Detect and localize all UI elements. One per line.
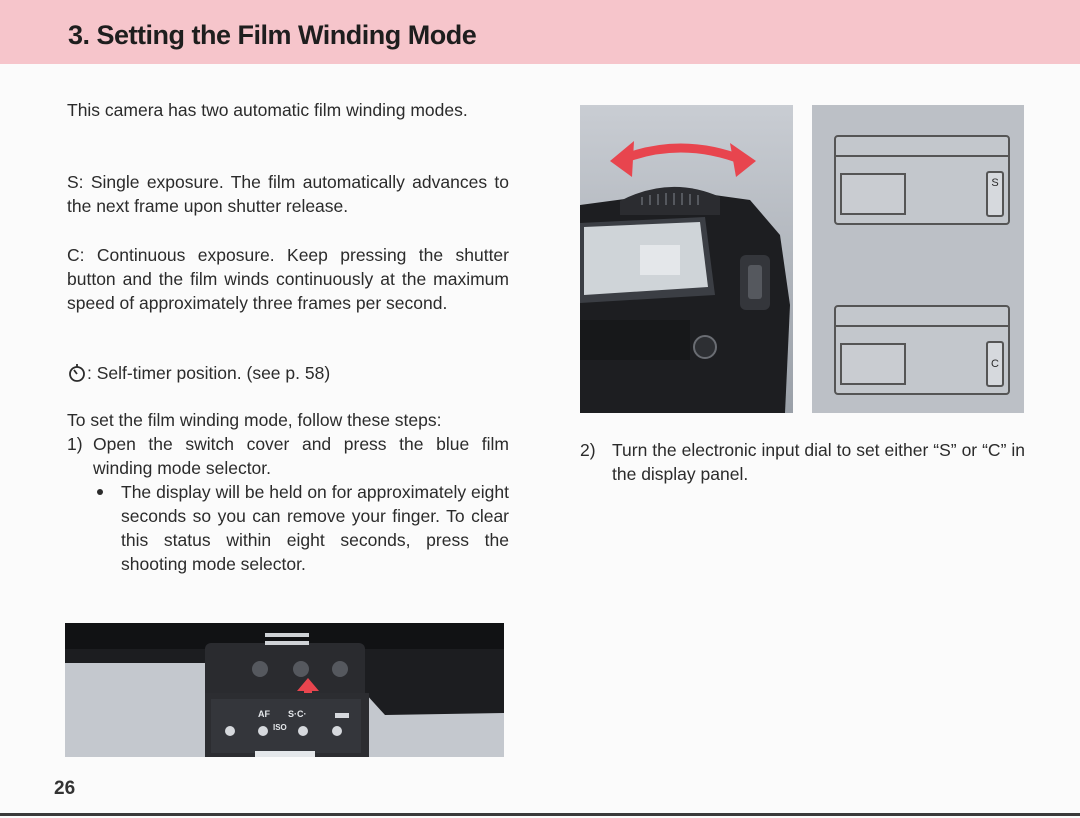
intro-text: This camera has two automatic film winding modes. xyxy=(67,100,468,120)
indicator-c: C xyxy=(986,341,1004,387)
mode-single-text: S: Single exposure. The film automatically advances to the next frame upon shutter release. xyxy=(67,172,509,216)
selector-label-af: AF xyxy=(258,709,270,719)
self-timer-icon xyxy=(67,363,87,383)
indicator-s: S xyxy=(986,171,1004,217)
step-1-note: The display will be held on for approximately eight seconds so you can remove your finger. To clear this status within eight seconds, press the shooting mode selector. xyxy=(121,482,509,574)
step-2 xyxy=(580,438,1025,498)
mode-selector-photo xyxy=(65,623,504,757)
camera-dial-photo xyxy=(580,105,793,413)
steps-intro-text: To set the film winding mode, follow these steps: xyxy=(67,410,442,430)
step-1-number: 1) xyxy=(67,434,83,454)
self-timer-text: : Self-timer position. (see p. 58) xyxy=(87,363,331,383)
mode-continuous-text: C: Continuous exposure. Keep pressing the shutter button and the film winds continuously at the maximum speed of approximately three frames per second. xyxy=(67,245,509,313)
page-number: 26 xyxy=(54,778,76,799)
display-panel-c xyxy=(834,305,1010,395)
selector-label-iso: ISO xyxy=(273,723,287,732)
display-panel-s xyxy=(834,135,1010,225)
bullet-dot xyxy=(97,489,103,495)
step-2-text: Turn the electronic input dial to set either “S” or “C” in the display panel. xyxy=(612,440,1025,484)
step-2-number: 2) xyxy=(580,440,596,460)
selector-label-sc: S·C· xyxy=(288,709,307,719)
header-band xyxy=(0,0,1080,64)
bottom-rule xyxy=(0,813,1080,816)
step-1-text: Open the switch cover and press the blue film winding mode selector. xyxy=(93,434,509,478)
self-timer-line xyxy=(67,361,330,385)
display-panel-illustration xyxy=(812,105,1024,413)
page-title: 3. Setting the Film Winding Mode xyxy=(68,20,477,50)
step-1 xyxy=(67,432,509,582)
